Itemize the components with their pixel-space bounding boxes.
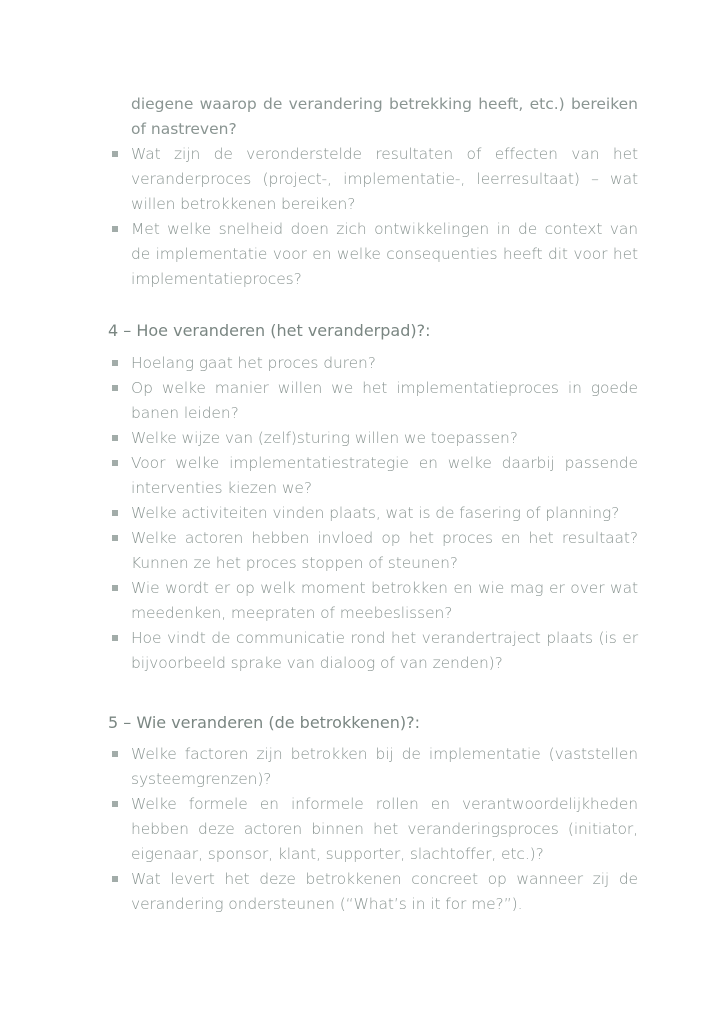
list-item xyxy=(108,742,638,792)
bullet-icon xyxy=(112,751,118,757)
list-item-text: Met welke snelheid doen zich ontwikkelingen in de context van de implementatie voor en welke consequenties heeft dit voor het implementatieproces? xyxy=(131,220,638,288)
list-item-text: Welke wijze van (zelf)sturing willen we toepassen? xyxy=(131,429,518,447)
bullet-icon xyxy=(112,360,118,366)
list-item xyxy=(108,217,638,292)
section-5-list xyxy=(108,742,638,917)
list-item xyxy=(108,626,638,676)
list-item-text: Wat levert het deze betrokkenen concreet op wanneer zij de verandering ondersteunen (“What’s in it for me?”). xyxy=(131,870,638,913)
list-item xyxy=(108,576,638,626)
section-4-list xyxy=(108,351,638,676)
list-item-text: Hoelang gaat het proces duren? xyxy=(131,354,376,372)
list-item-text: Wat zijn de veronderstelde resultaten of effecten van het veranderproces (project-, implementatie-, leerresultaat) – wat willen betrokkenen bereiken? xyxy=(131,145,638,213)
bullet-icon xyxy=(112,226,118,232)
list-item xyxy=(108,501,638,526)
list-item-text: Wie wordt er op welk moment betrokken en wie mag er over wat meedenken, meepraten of meebeslissen? xyxy=(131,579,638,622)
list-item-text: Welke activiteiten vinden plaats, wat is de fasering of planning? xyxy=(131,504,620,522)
bullet-icon xyxy=(112,801,118,807)
bullet-icon xyxy=(112,510,118,516)
list-item-text: Welke actoren hebben invloed op het proces en het resultaat? Kunnen ze het proces stoppen of steunen? xyxy=(131,529,638,572)
list-item xyxy=(108,451,638,501)
bullet-icon xyxy=(112,460,118,466)
list-item-text: Op welke manier willen we het implementatieproces in goede banen leiden? xyxy=(131,379,638,422)
continuation-text: diegene waarop de verandering betrekking heeft, etc.) bereiken of nastreven? xyxy=(131,95,638,138)
list-item xyxy=(108,376,638,426)
list-item xyxy=(108,867,638,917)
list-item-text: Welke formele en informele rollen en verantwoordelijkheden hebben deze actoren binnen het veranderingsproces (initiator, eigenaar, sponsor, klant, supporter, slachtoffer, etc.)? xyxy=(131,795,638,863)
list-item xyxy=(108,351,638,376)
list-item xyxy=(108,142,638,217)
list-item-text: Hoe vindt de communicatie rond het verandertraject plaats (is er bijvoorbeeld sprake van dialoog of van zenden)? xyxy=(131,629,638,672)
bullet-icon xyxy=(112,535,118,541)
list-item-text: Welke factoren zijn betrokken bij de implementatie (vaststellen systeemgrenzen)? xyxy=(131,745,638,788)
list-item xyxy=(108,526,638,576)
section-5-heading: 5 – Wie veranderen (de betrokkenen)?: xyxy=(108,713,420,732)
list-item xyxy=(108,426,638,451)
list-item-text: Voor welke implementatiestrategie en welke daarbij passende interventies kiezen we? xyxy=(131,454,638,497)
bullet-icon xyxy=(112,876,118,882)
bullet-icon xyxy=(112,385,118,391)
section-3-list xyxy=(108,142,638,292)
bullet-icon xyxy=(112,435,118,441)
bullet-icon xyxy=(112,635,118,641)
bullet-icon xyxy=(112,151,118,157)
bullet-icon xyxy=(112,585,118,591)
list-item xyxy=(108,792,638,867)
section-4-heading: 4 – Hoe veranderen (het veranderpad)?: xyxy=(108,321,431,340)
